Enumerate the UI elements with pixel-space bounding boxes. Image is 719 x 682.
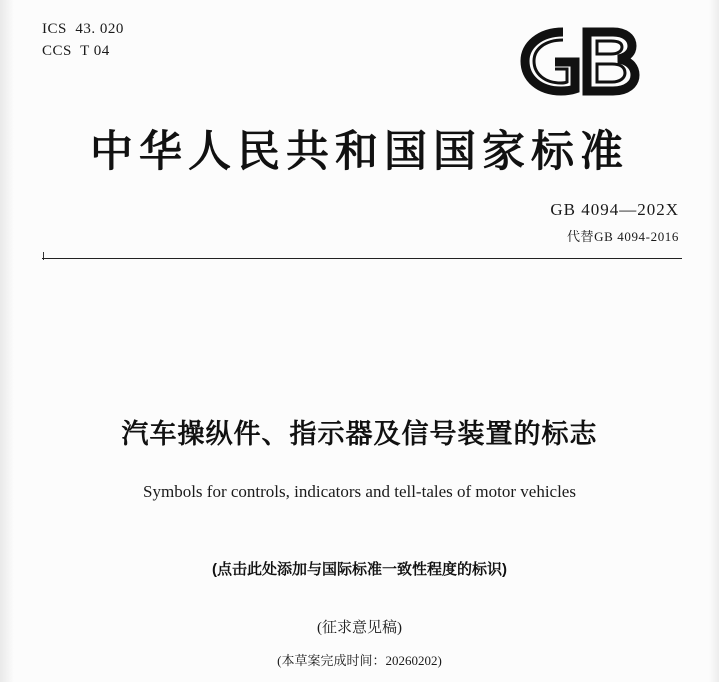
draft-stage-label: (征求意见稿) — [317, 620, 402, 636]
gb-logo-icon — [491, 18, 661, 104]
document-title-english: Symbols for controls, indicators and tell-tales of motor vehicles — [143, 482, 576, 501]
standard-number: GB 4094—202X — [550, 200, 679, 219]
ics-code: ICS 43. 020 — [42, 21, 124, 37]
page-left-edge-shadow — [0, 0, 14, 682]
page-right-edge-shadow — [709, 0, 719, 682]
ccs-code: CCS T 04 — [42, 43, 110, 59]
replaces-standard: 代替GB 4094-2016 — [566, 229, 679, 244]
document-title-chinese: 汽车操纵件、指示器及信号装置的标志 — [121, 419, 598, 449]
standard-number-block — [550, 200, 679, 245]
national-standard-heading: 中华人民共和国国家标准 — [90, 129, 629, 176]
conformity-placeholder-note: (点击此处添加与国际标准一致性程度的标识) — [212, 561, 507, 578]
classification-block — [42, 18, 124, 62]
header-divider — [42, 258, 682, 259]
draft-completion-date: (本草案完成时间：20260202) — [277, 653, 442, 668]
